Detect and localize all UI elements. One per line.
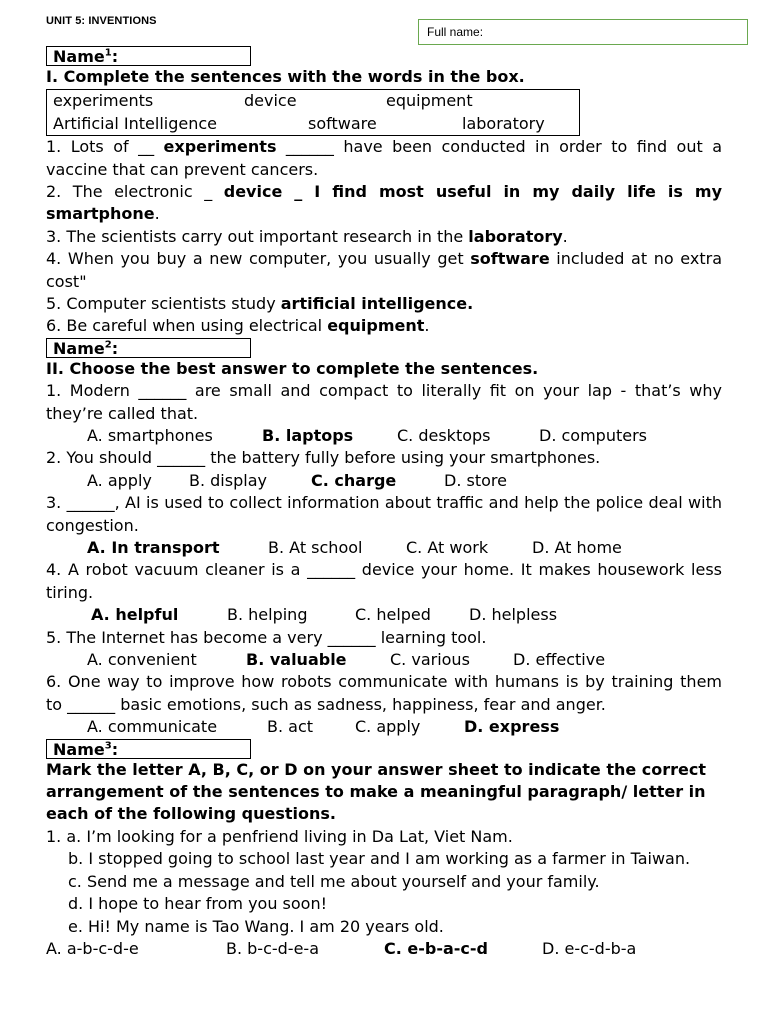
section3-heading: Mark the letter A, B, C, or D on your answer sheet to indicate the correct arrangement of the sentences to make a meaningful paragraph/ letter in each of the following questions. [46,759,707,824]
section2-heading: II. Choose the best answer to complete the sentences. [46,358,539,378]
word-equipment: equipment [386,91,473,111]
s2-q3-option-b[interactable]: B. At school [268,538,363,558]
word-laboratory: laboratory [462,113,545,133]
s2-q3-option-a[interactable]: A. In transport [87,538,220,558]
name-sup-1: 1 [104,47,112,59]
s2-q6-option-b[interactable]: B. act [267,717,314,737]
s2-q5-option-b[interactable]: B. valuable [246,650,347,670]
s2-q2-option-a[interactable]: A. apply [87,470,152,490]
s2-q1-option-c[interactable]: C. desktops [397,426,491,446]
s2-q5-option-c[interactable]: C. various [390,650,470,670]
word-device: device [244,91,297,111]
s1-question-6: 6. Be careful when using electrical equipment. [46,316,430,336]
name-field-3[interactable] [46,739,251,759]
s1-question-2: 2. The electronic _ device _ I find most useful in my daily life is my smartphone. [46,182,723,224]
name-colon-2: : [111,338,119,358]
s1-question-4: 4. When you buy a new computer, you usually get software included at no extra cost" [46,249,722,291]
word-experiments: experiments [53,91,154,111]
word-software: software [308,113,377,133]
s2-q4-options [46,604,722,626]
name-label-1: Name [53,47,105,66]
s2-q4-option-d[interactable]: D. helpless [469,605,558,625]
s2-q6-options [46,716,722,738]
name-sup-3: 3 [104,740,112,752]
s3-q1-line-b: b. I stopped going to school last year and I am working as a farmer in Taiwan. [68,849,691,869]
s2-question-5: 5. The Internet has become a very ______ learning tool. [46,627,487,647]
word-artificial-intelligence: Artificial Intelligence [53,113,217,133]
s3-q1-option-a[interactable]: A. a-b-c-d-e [46,938,139,958]
s2-q2-option-b[interactable]: B. display [189,470,267,490]
s2-q5-options [46,649,722,671]
name-label-2: Name [53,338,105,358]
s2-q1-option-a[interactable]: A. smartphones [87,426,213,446]
s3-q1-option-c[interactable]: C. e-b-a-c-d [384,938,488,958]
s2-question-3: 3. ______, AI is used to collect information about traffic and help the police deal with congestion. [46,493,722,535]
s2-question-6: 6. One way to improve how robots communicate with humans is by training them to ______ basic emotions, such as sadness, happiness, fear and anger. [46,672,722,714]
s2-question-4: 4. A robot vacuum cleaner is a ______ device your home. It makes housework less tiring. [46,560,722,602]
s2-q4-option-c[interactable]: C. helped [355,605,431,625]
name-field-1[interactable] [46,46,251,66]
s2-q6-option-c[interactable]: C. apply [355,717,421,737]
s2-q3-option-c[interactable]: C. At work [406,538,489,558]
s1-question-1: 1. Lots of __ experiments ______ have been conducted in order to find out a vaccine that can prevent cancers. [46,137,723,179]
name-colon-3: : [111,739,119,759]
word-box [46,89,580,136]
s2-q4-option-a[interactable]: A. helpful [91,605,179,625]
worksheet [46,46,722,960]
s3-q1-option-d[interactable]: D. e-c-d-b-a [542,938,637,958]
name-label-3: Name [53,739,105,759]
name-field-2[interactable] [46,338,251,358]
s3-q1-option-b[interactable]: B. b-c-d-e-a [226,938,319,958]
s2-q1-option-d[interactable]: D. computers [539,426,647,446]
s3-q1-line-a: 1. a. I’m looking for a penfriend living in Da Lat, Viet Nam. [46,826,513,846]
s3-q1-line-e: e. Hi! My name is Tao Wang. I am 20 years old. [68,916,444,936]
s2-q5-option-a[interactable]: A. convenient [87,650,197,670]
s2-q2-option-d[interactable]: D. store [444,470,507,490]
full-name-field[interactable] [418,19,748,45]
full-name-label: Full name: [427,25,484,39]
s3-q1-line-c: c. Send me a message and tell me about yourself and your family. [68,871,600,891]
s1-question-5: 5. Computer scientists study artificial intelligence. [46,294,474,314]
s2-q2-options [46,470,722,492]
section1-heading: I. Complete the sentences with the words in the box. [46,67,525,86]
name-sup-2: 2 [104,339,112,351]
unit-title: UNIT 5: INVENTIONS [46,15,157,27]
s2-q3-option-d[interactable]: D. At home [532,538,622,558]
s2-q2-option-c[interactable]: C. charge [311,470,397,490]
s2-q3-options [46,537,722,559]
s2-q1-options [46,425,722,447]
s2-q6-option-d[interactable]: D. express [464,717,560,737]
s3-q1-line-d: d. I hope to hear from you soon! [68,894,328,914]
s2-q6-option-a[interactable]: A. communicate [87,717,218,737]
s2-question-2: 2. You should ______ the battery fully before using your smartphones. [46,448,601,468]
s2-q4-option-b[interactable]: B. helping [227,605,308,625]
s1-question-3: 3. The scientists carry out important research in the laboratory. [46,226,568,246]
s2-question-1: 1. Modern ______ are small and compact to literally fit on your lap - that’s why they’re called that. [46,381,722,423]
name-colon-1: : [111,47,119,66]
s3-q1-options [46,938,722,960]
s2-q1-option-b[interactable]: B. laptops [262,426,354,446]
s2-q5-option-d[interactable]: D. effective [513,650,606,670]
